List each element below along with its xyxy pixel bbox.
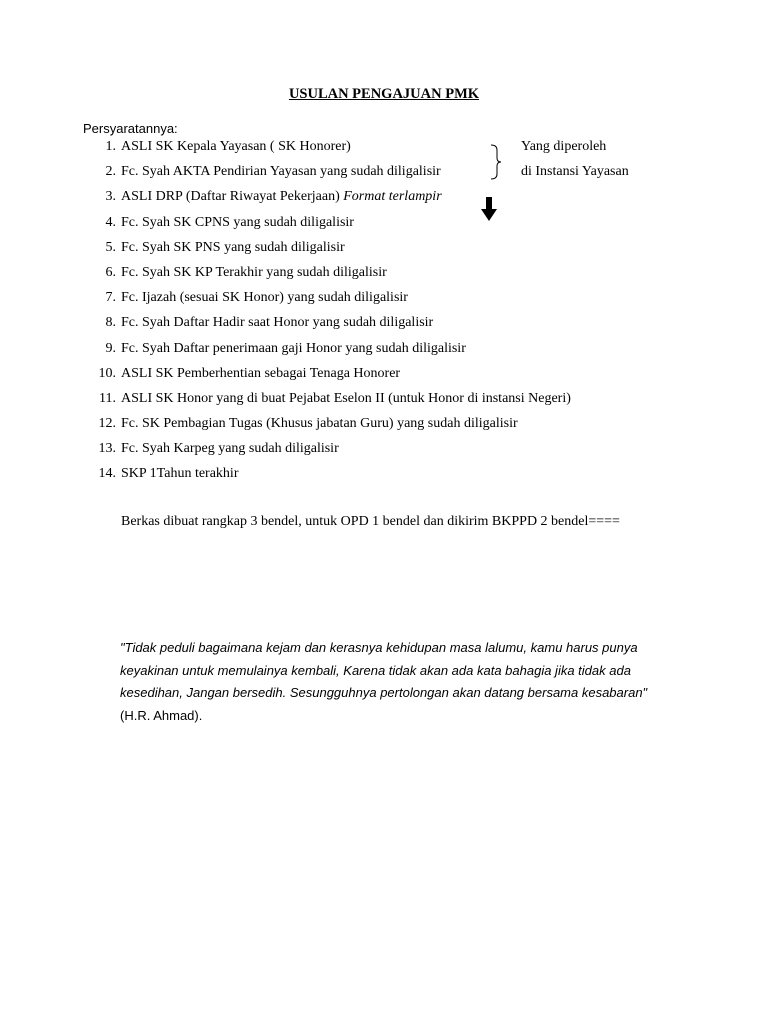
quote-line: "Tidak peduli bagaimana kejam dan kerasnya kehidupan masa lalumu, kamu harus punya bbox=[120, 640, 638, 655]
item-number: 13. bbox=[98, 441, 116, 457]
item-text: Fc. Syah Karpeg yang sudah diligalisir bbox=[121, 441, 339, 457]
item-text: ASLI SK Pemberhentian sebagai Tenaga Honorer bbox=[121, 365, 401, 381]
side-note-line1: Yang diperoleh bbox=[521, 139, 607, 154]
item-number: 10. bbox=[98, 365, 116, 381]
item-text: Fc. Syah Daftar penerimaan gaji Honor yang sudah diligalisir bbox=[121, 340, 466, 356]
item-text: Fc. Syah AKTA Pendirian Yayasan yang sudah diligalisir bbox=[121, 164, 441, 180]
item-text: ASLI SK Honor yang di buat Pejabat Eselon II (untuk Honor di instansi Negeri) bbox=[121, 390, 571, 406]
quote-line: kesedihan, Jangan bersedih. Sesungguhnya pertolongan akan datang bersama kesabaran" bbox=[120, 685, 648, 700]
item-text: Fc. Ijazah (sesuai SK Honor) yang sudah diligalisir bbox=[121, 290, 408, 306]
item-number: 2. bbox=[105, 164, 116, 180]
requirements-intro: Persyaratannya: bbox=[83, 121, 178, 136]
item-italic-note: Format terlampir bbox=[343, 189, 442, 205]
right-brace-icon bbox=[490, 144, 502, 180]
arrow-down-icon bbox=[481, 196, 497, 222]
item-number: 6. bbox=[105, 264, 116, 280]
item-text: Fc. Syah SK KP Terakhir yang sudah diligalisir bbox=[121, 264, 387, 280]
item-number: 4. bbox=[105, 214, 116, 230]
item-text-wrapper bbox=[121, 187, 442, 207]
item-text: Fc. Syah Daftar Hadir saat Honor yang sudah diligalisir bbox=[121, 315, 434, 331]
item-text: Fc. Syah SK CPNS yang sudah diligalisir bbox=[121, 214, 354, 230]
item-text: ASLI DRP (Daftar Riwayat Pekerjaan) bbox=[121, 189, 340, 205]
item-number: 1. bbox=[105, 139, 116, 154]
item-number: 7. bbox=[105, 290, 116, 306]
item-number: 12. bbox=[98, 416, 116, 432]
item-number: 14. bbox=[98, 466, 116, 482]
item-number: 3. bbox=[105, 189, 116, 205]
document-title: USULAN PENGAJUAN PMK bbox=[288, 86, 480, 102]
item-number: 8. bbox=[105, 315, 116, 331]
quote-line: keyakinan untuk memulainya kembali, Karena tidak akan ada kata bahagia jika tidak ada bbox=[120, 662, 631, 678]
item-number: 11. bbox=[99, 390, 116, 406]
item-text: Fc. SK Pembagian Tugas (Khusus jabatan Guru) yang sudah diligalisir bbox=[121, 416, 518, 432]
quote-author: (H.R. Ahmad). bbox=[120, 707, 203, 723]
item-text: ASLI SK Kepala Yayasan ( SK Honorer) bbox=[121, 139, 351, 154]
side-note-line2: di Instansi Yayasan bbox=[521, 164, 629, 179]
item-text: Fc. Syah SK PNS yang sudah diligalisir bbox=[121, 239, 345, 255]
item-text: SKP 1Tahun terakhir bbox=[121, 466, 239, 482]
quote-block bbox=[120, 637, 680, 727]
item-number: 5. bbox=[105, 239, 116, 255]
submission-note: Berkas dibuat rangkap 3 bendel, untuk OPD 1 bendel dan dikirim BKPPD 2 bendel==== bbox=[121, 514, 620, 529]
item-number: 9. bbox=[105, 340, 116, 356]
